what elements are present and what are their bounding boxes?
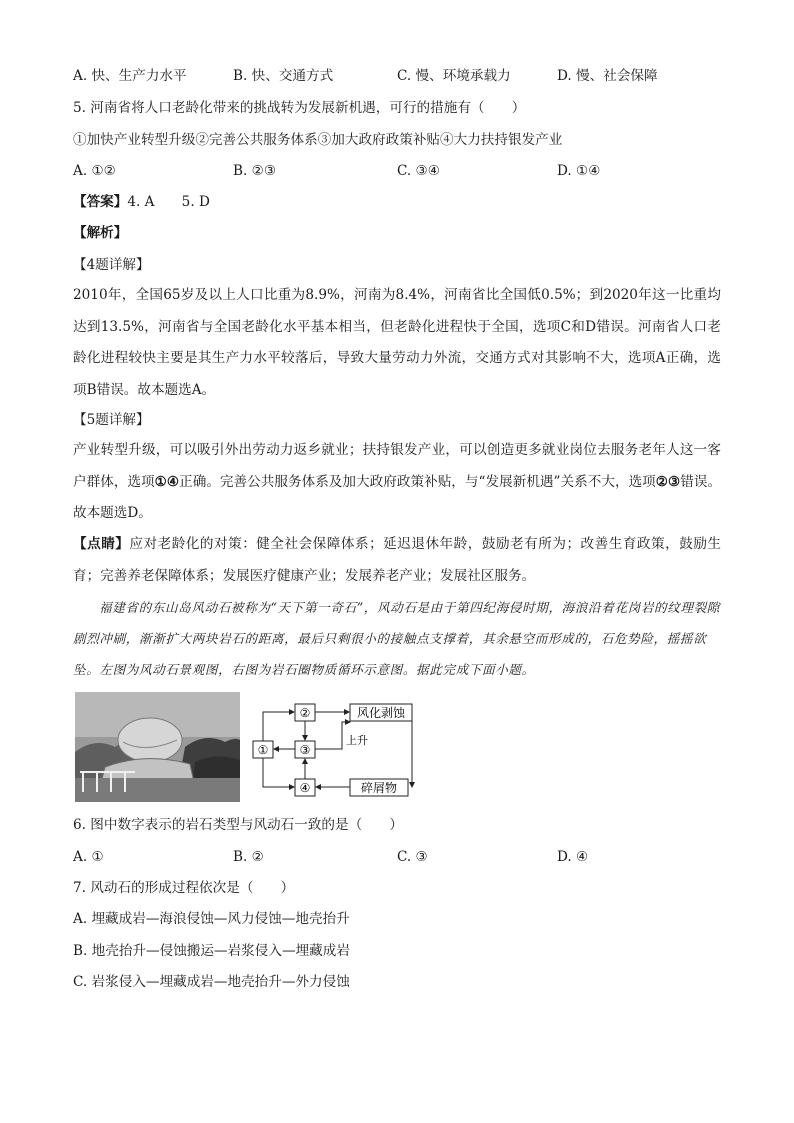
q7-stem: 7. 风动石的形成过程依次是（ ） xyxy=(73,880,295,896)
q5-items: ①加快产业转型升级②完善公共服务体系③加大政府政策补贴④大力扶持银发产业 xyxy=(73,132,563,148)
q6-option-c: C. ③ xyxy=(397,849,428,865)
node-1: ① xyxy=(257,743,269,757)
node-3: ③ xyxy=(299,743,311,757)
tip-paragraph xyxy=(73,529,721,592)
q5-detail-text-e: 错误。故本题选D。 xyxy=(73,473,722,521)
q6-option-d: D. ④ xyxy=(557,849,589,865)
q5-option-a: A. ①② xyxy=(73,163,116,179)
q4-detail-text: 2010年，全国65岁及以上人口比重为8.9%，河南为8.4%，河南省比全国低0.5%；到2020年这一比重均达到13.5%，河南省与全国老龄化水平基本相当，但老龄化进程快于全国，选项C和D错误。河南省人口老龄化进程较快主要是其生产力水平较落后，导致大量劳动力外流，交通方式对其影响不大，选项A正确，选项B错误。故本题选A。 xyxy=(73,287,721,398)
q5-detail-label: 【5题详解】 xyxy=(73,412,150,428)
tip-label: 【点睛】 xyxy=(73,536,130,552)
q5-detail-wrong: ②③ xyxy=(655,473,681,490)
q4-option-c: C. 慢、环境承载力 xyxy=(397,68,511,84)
uplift-label: 上升 xyxy=(346,734,368,747)
q7-option-c: C. 岩浆侵入—埋藏成岩—地壳抬升—外力侵蚀 xyxy=(73,974,350,990)
weathering-label: 风化剥蚀 xyxy=(356,706,406,720)
answer-text: 4. A 5. D xyxy=(127,194,210,210)
q5-option-b: B. ②③ xyxy=(233,163,277,179)
answer-line xyxy=(73,193,210,211)
analysis-label: 【解析】 xyxy=(73,225,128,241)
q6-stem: 6. 图中数字表示的岩石类型与风动石一致的是（ ） xyxy=(73,817,403,833)
debris-label: 碎屑物 xyxy=(360,781,398,795)
q6-option-a: A. ① xyxy=(73,849,104,865)
q5-option-c: C. ③④ xyxy=(397,163,440,179)
q5-detail-text-c: 正确。完善公共服务体系及加大政府政策补贴，与“发展新机遇”关系不大，选项 xyxy=(179,473,656,490)
q6-option-b: B. ② xyxy=(233,849,264,865)
q5-option-d: D. ①④ xyxy=(557,163,601,179)
q5-detail-text xyxy=(73,435,721,530)
rocking-stone-photo xyxy=(75,692,240,802)
rock-cycle-diagram xyxy=(250,700,420,800)
q7-option-b: B. 地壳抬升—侵蚀搬运—岩浆侵入—埋藏成岩 xyxy=(73,943,350,959)
q4-option-d: D. 慢、社会保障 xyxy=(557,68,658,84)
answer-label: 【答案】 xyxy=(73,194,128,210)
q7-option-a: A. 埋藏成岩—海浪侵蚀—风力侵蚀—地壳抬升 xyxy=(73,911,350,927)
q5-stem: 5. 河南省将人口老龄化带来的挑战转为发展新机遇，可行的措施有（ ） xyxy=(73,100,526,116)
q5-detail-text-a: 产业转型升级，可以吸引外出劳动力返乡就业；扶持银发产业，可以创造更多就业岗位去服务老年人这一客户群体，选项 xyxy=(73,442,721,490)
q4-detail-label: 【4题详解】 xyxy=(73,257,150,273)
node-4: ④ xyxy=(299,781,311,795)
tip-text: 应对老龄化的对策：健全社会保障体系；延迟退休年龄，鼓励老有所为；改善生育政策，鼓励生育；完善养老保障体系；发展医疗健康产业；发展养老产业；发展社区服务。 xyxy=(73,536,722,584)
q5-detail-correct: ①④ xyxy=(154,473,180,490)
q4-option-b: B. 快、交通方式 xyxy=(233,68,334,84)
material-intro: 福建省的东山岛风动石被称为“天下第一奇石”，风动石是由于第四纪海侵时期，海浪沿着花岗岩的纹理裂隙剧烈冲刷，渐渐扩大两块岩石的距离，最后只剩很小的接触点支撑着，其余悬空而形成的，石危势险，摇摇欲坠。左图为风动石景观图，右图为岩石圈物质循环示意图。据此完成下面小题。 xyxy=(73,600,720,677)
node-2: ② xyxy=(299,706,311,720)
q4-option-a: A. 快、生产力水平 xyxy=(73,68,187,84)
